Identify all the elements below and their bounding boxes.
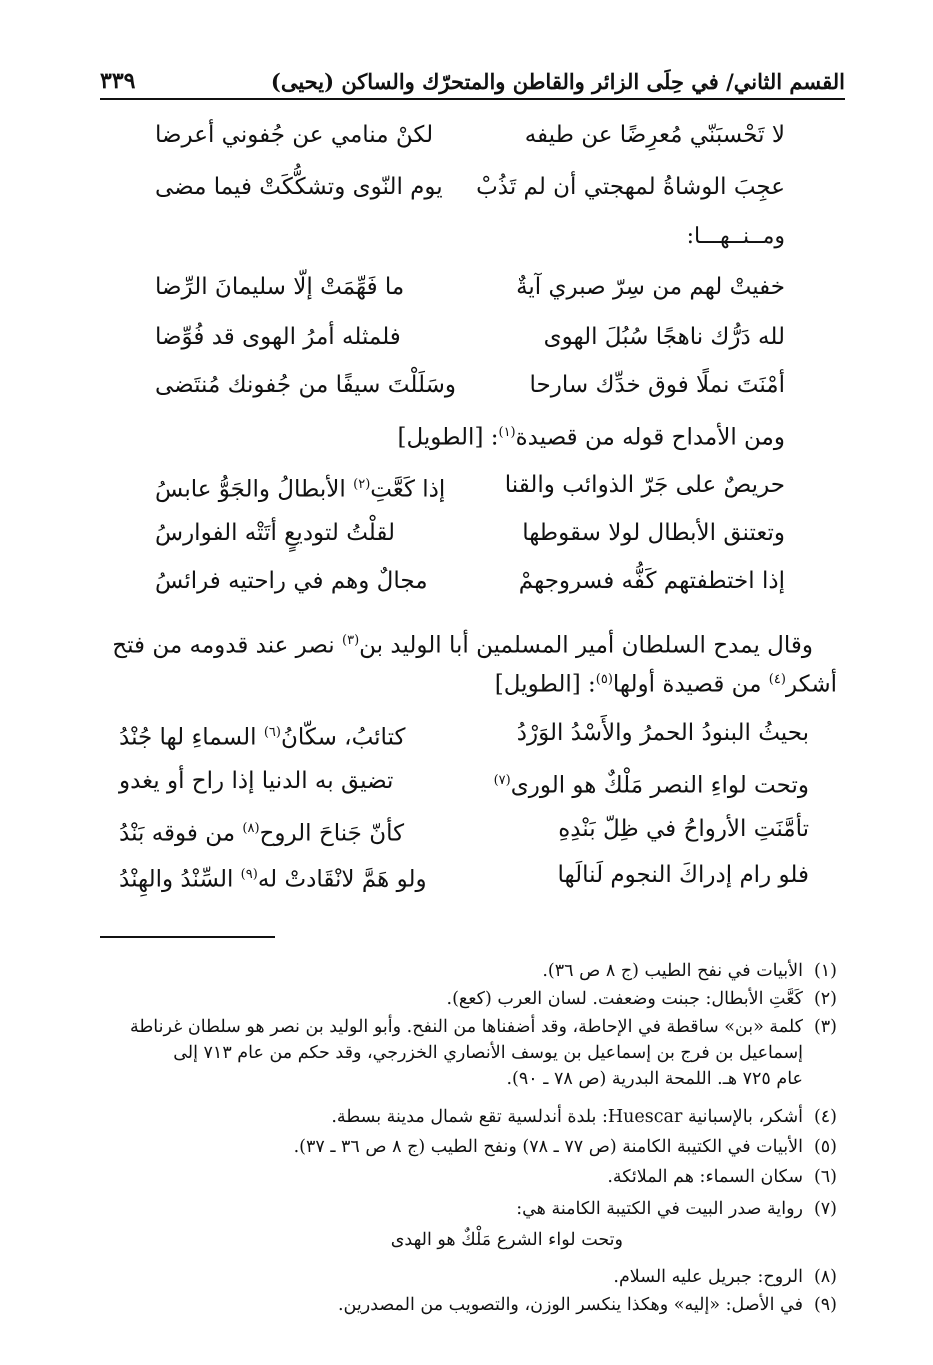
verse-line [155,322,785,352]
verse-hemistich-second: مجالٌ وهم في راحتيه فرائسُ [155,568,428,594]
footnote-text: سكان السماء: هم الملائكة. [607,1167,803,1187]
verse-hemistich-second: فلمثله أمرُ الهوى قد فُوِّضا [155,324,401,350]
verse-hemistich-second: كتائبُ، سكّانُ$^{(٦)}$ السماءِ لها جُنْدُ [119,724,406,751]
footnote [97,1292,837,1318]
verse-hemistich-second: يوم النّوى وتشكُّكَتْ فيما مضى [155,174,443,200]
verse-line [155,370,785,400]
verse-hemistich-second: لقلْتُ لتوديعٍ أتَتْه الفوارسُ [155,520,396,546]
verse-hemistich-first: أمْنَتَ نملًا فوق خدِّك سارحا [529,372,785,398]
footnote [97,1164,837,1190]
footnote-text: الروح: جبريل عليه السلام. [613,1267,803,1287]
footnote-ref: (٩) [240,867,258,882]
footnote-number: (٦) [813,1167,837,1187]
footnote-text: عام ٧٢٥ هـ. اللمحة البدرية (ص ٧٨ ـ ٩٠). [506,1069,803,1089]
footnote [97,1264,837,1290]
verse-hemistich-first: بحيثُ البنودُ الحمرُ والأَسْدُ الوَرْدُ [516,720,809,746]
intro-text: ومن الأمداح قوله من قصيدة [515,424,785,451]
verse-hemistich-first: إذا اختطفتهم كَفُّه فسروجهمْ [518,568,785,594]
footnote-number: (٤) [813,1107,837,1127]
footnote [97,958,837,984]
verse-line [119,766,809,801]
verse-hemistich-first: وتحت لواءِ النصر مَلْكٌ هو الورى$^{(٧)}$ [493,772,809,799]
verse-hemistich-first: لله دَرُّك ناهجًا سُبُلَ الهوى [543,324,785,350]
footnote-number: (٧) [813,1199,837,1219]
verse-line [155,172,785,202]
header-title: القسم الثاني/ في حِلَى الزائر والقاطن والمتحرّك والساكن (يحيى) [270,69,845,94]
running-header [100,60,845,100]
intro-paragraph [97,624,837,701]
verse-line [155,470,785,505]
page-number: ٣٣٩ [100,68,136,94]
section-label: ومــنــهـــا: [686,224,785,249]
verse-line [155,566,785,596]
verse-hemistich-first: عجِبَ الوشاةُ لمهجتي أن لم تَذُبْ [476,174,785,200]
footnote [97,1196,837,1222]
footnote-number: (٥) [813,1137,837,1157]
verse-line [155,272,785,302]
footnote-text: الأبيات في الكتيبة الكامنة (ص ٧٧ ـ ٧٨) ونفح الطيب (ج ٨ ص ٣٦ ـ ٣٧). [293,1137,803,1157]
footnote-number: (٩) [813,1295,837,1315]
footnote [97,1014,837,1092]
verse-hemistich-first: وتعتنق الأبطال لولا سقوطها [522,520,785,546]
footnote-ref: (٨) [242,821,260,836]
footnote-text: أشكر، بالإسبانية Huescar: بلدة أندلسية تقع شمال مدينة بسطة. [331,1107,803,1127]
footnote-text: الأبيات في نفح الطيب (ج ٨ ص ٣٦). [542,961,803,981]
intro-line: وقال يمدح السلطان أمير المسلمين أبا الوليد بن$^{(٣)}$ نصر عند قدومه من فتح [112,632,813,659]
verse-line [155,518,785,548]
verse-hemistich-second: تضيق به الدنيا إذا راح أو يغدو [119,768,394,794]
verse-hemistich-first: خفيتْ لهم من سِرّ صبري آيةٌ [516,274,785,300]
footnote-number: (٣) [813,1017,837,1037]
footnote-number: (١) [813,961,837,981]
footnote [97,1104,837,1130]
footnote-divider [100,936,275,938]
footnote-ref: (٣) [342,633,360,648]
footnote-number: (٢) [813,989,837,1009]
footnote-ref: (٦) [263,725,281,740]
footnote [97,986,837,1012]
footnote-ref: (٢) [353,477,371,492]
footnote-text: كَعَّتِ الأبطال: جبنت وضعفت. لسان العرب (كعع). [446,989,803,1009]
footnote-text: إسماعيل بن فرج بن إسماعيل بن يوسف الأنصاري الخزرجي، وقد حكم من عام ٧١٣ إلى [173,1043,803,1063]
footnote-verse: وتحت لواء الشرع مَلْكٌ هو الهدى [390,1230,623,1250]
verse-line [155,120,785,150]
verse-hemistich-second: ولو هَمَّ لانْقَادتْ له$^{(٩)}$ السِّنْدُ والهِنْدُ [119,866,427,893]
verse-hemistich-second: لكنْ منامي عن جُفوني أعرضا [155,122,434,148]
footnote-text: كلمة «بن» ساقطة في الإحاطة، وقد أضفناها من النفح. وأبو الوليد بن نصر هو سلطان غرناطة [129,1017,803,1037]
verse-line [119,814,809,849]
verse-hemistich-second: كأنّ جَناحَ الروح$^{(٨)}$ من فوقه بَنْدُ [119,820,405,847]
footnote-ref: (٧) [493,773,511,788]
footnote-ref: (٥) [595,671,613,687]
footnote-ref: (١) [498,425,516,440]
verse-hemistich-first: حريصٌ على جَرّ الذوائب والقنا [504,472,785,498]
verse-hemistich-second: إذا كَعَّتِ$^{(٢)}$ الأبطالُ والجَوُّ عابسُ [155,476,446,503]
footnote-number: (٨) [813,1267,837,1287]
footnote [97,1134,837,1160]
verse-line [119,860,809,895]
verse-hemistich-first: تأمَّنَتِ الأرواحُ في ظِلّ بَنْدِهِ [558,816,809,842]
meter-label: : [الطويل] [397,424,499,451]
verse-hemistich-second: وسَلَلْتَ سيفًا من جُفونك مُنتَضى [155,372,456,398]
verse-hemistich-second: ما فَهِّمَتْ إلّا سليمانَ الرِّضا [155,274,405,300]
footnote-ref: (٤) [768,671,786,687]
verse-hemistich-first: فلو رام إدراكَ النجوم لَنالَها [557,862,809,888]
verse-hemistich-first: لا تَحْسبَنّي مُعرِضًا عن طيفه [524,122,785,148]
verse-line [119,718,809,753]
intro-line: أشكر$^{(٤)}$ من قصيدة أولها$^{(٥)}$: [الطويل] [494,671,837,698]
footnote-text: في الأصل: «إليه» وهكذا ينكسر الوزن، والتصويب من المصدرين. [337,1295,803,1315]
intro-paragraph [398,416,786,455]
footnote-text: رواية صدر البيت في الكتيبة الكامنة هي: [516,1199,803,1219]
